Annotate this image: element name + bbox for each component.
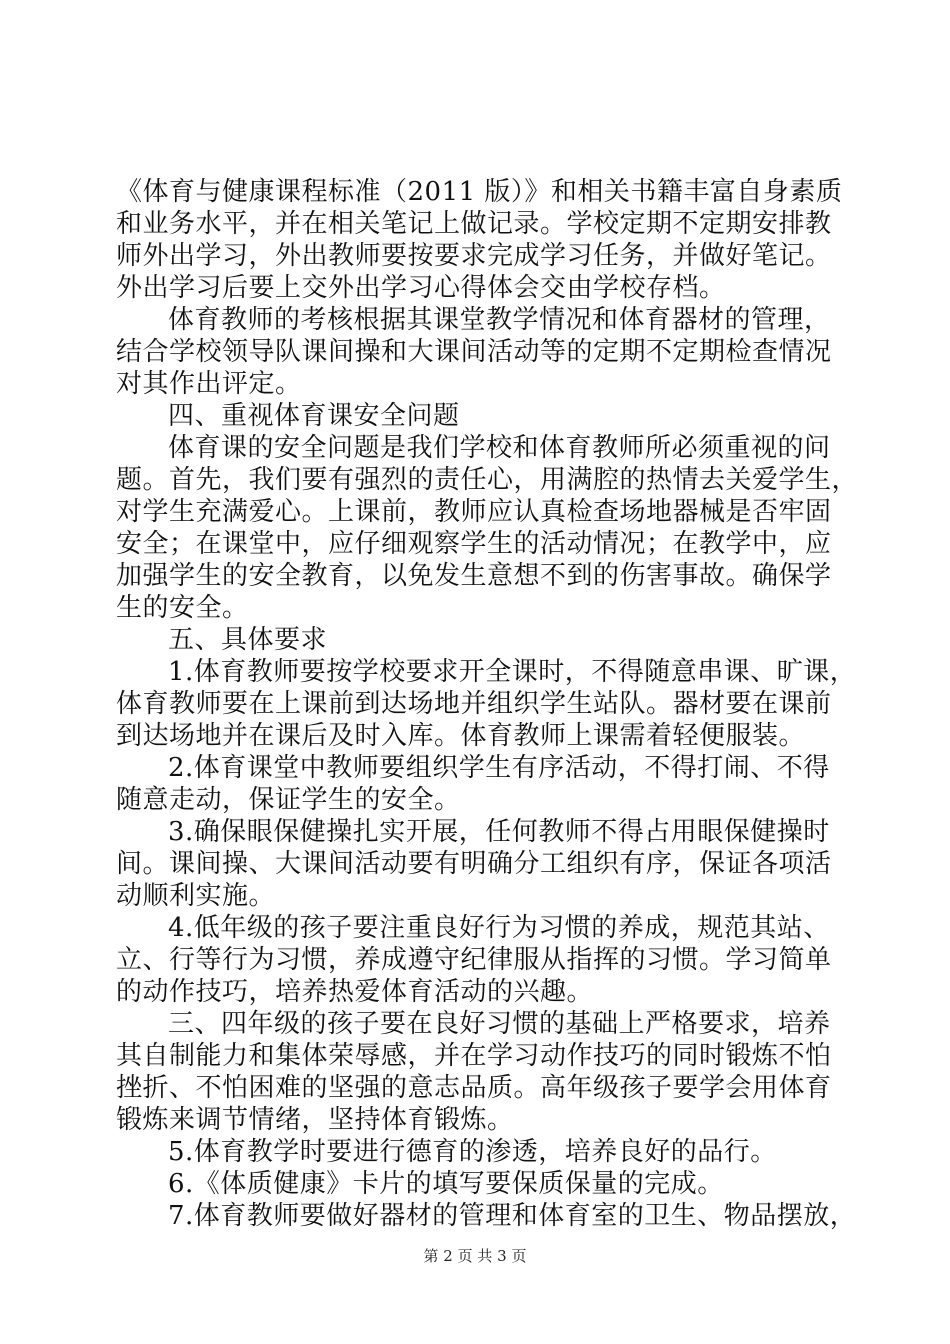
text-line: 题。首先，我们要有强烈的责任心，用满腔的热情去关爱学生， <box>116 465 859 495</box>
text-line: 体育课的安全问题是我们学校和体育教师所必须重视的问 <box>168 433 831 463</box>
text-line: 五、具体要求 <box>168 625 328 655</box>
text-line: 5.体育教学时要进行德育的渗透，培养良好的品行。 <box>168 1137 777 1167</box>
text-line: 立、行等行为习惯，养成遵守纪律服从指挥的习惯。学习简单 <box>116 945 832 975</box>
document-body <box>116 176 859 1232</box>
text-line: 加强学生的安全教育，以免发生意想不到的伤害事故。确保学 <box>116 561 832 591</box>
text-line: 1.体育教师要按学校要求开全课时，不得随意串课、旷课， <box>168 657 857 687</box>
text-line: 外出学习后要上交外出学习心得体会交由学校存档。 <box>116 273 726 303</box>
text-line: 体育教师的考核根据其课堂教学情况和体育器材的管理， <box>168 305 831 335</box>
text-line: 随意走动，保证学生的安全。 <box>116 785 461 815</box>
text-line: 师外出学习，外出教师要按要求完成学习任务，并做好笔记。 <box>116 241 832 271</box>
text-line: 到达场地并在课后及时入库。体育教师上课需着轻便服装。 <box>116 721 806 751</box>
text-line: 体育教师要在上课前到达场地并组织学生站队。器材要在课前 <box>116 689 832 719</box>
text-line: 生的安全。 <box>116 593 249 623</box>
text-line: 的动作技巧，培养热爱体育活动的兴趣。 <box>116 977 594 1007</box>
text-line: 4.低年级的孩子要注重良好行为习惯的养成，规范其站、 <box>168 913 830 943</box>
text-line: 动顺利实施。 <box>116 881 276 911</box>
text-line: 其自制能力和集体荣辱感，并在学习动作技巧的同时锻炼不怕 <box>116 1041 832 1071</box>
text-line: 结合学校领导队课间操和大课间活动等的定期不定期检查情况 <box>116 337 832 367</box>
text-line: 对学生充满爱心。上课前，教师应认真检查场地器械是否牢固 <box>116 497 832 527</box>
text-line: 和业务水平，并在相关笔记上做记录。学校定期不定期安排教 <box>116 209 832 239</box>
text-line: 《体育与健康课程标准（2011 版）》和相关书籍丰富自身素质 <box>116 177 843 207</box>
page-number-footer: 第 2 页 共 3 页 <box>423 1247 527 1265</box>
text-line: 7.体育教师要做好器材的管理和体育室的卫生、物品摆放， <box>168 1201 857 1231</box>
text-line: 三、四年级的孩子要在良好习惯的基础上严格要求，培养 <box>168 1009 831 1039</box>
text-line: 6.《体质健康》卡片的填写要保质保量的完成。 <box>168 1169 724 1199</box>
text-line: 安全；在课堂中，应仔细观察学生的活动情况；在教学中，应 <box>116 529 832 559</box>
text-line: 3.确保眼保健操扎实开展，任何教师不得占用眼保健操时 <box>168 817 830 847</box>
text-line: 锻炼来调节情绪，坚持体育锻炼。 <box>116 1105 514 1135</box>
text-line: 间。课间操、大课间活动要有明确分工组织有序，保证各项活 <box>116 849 832 879</box>
text-line: 对其作出评定。 <box>116 369 302 399</box>
text-line: 2.体育课堂中教师要组织学生有序活动，不得打闹、不得 <box>168 753 830 783</box>
text-line: 四、重视体育课安全问题 <box>168 401 460 431</box>
text-line: 挫折、不怕困难的坚强的意志品质。高年级孩子要学会用体育 <box>116 1073 832 1103</box>
